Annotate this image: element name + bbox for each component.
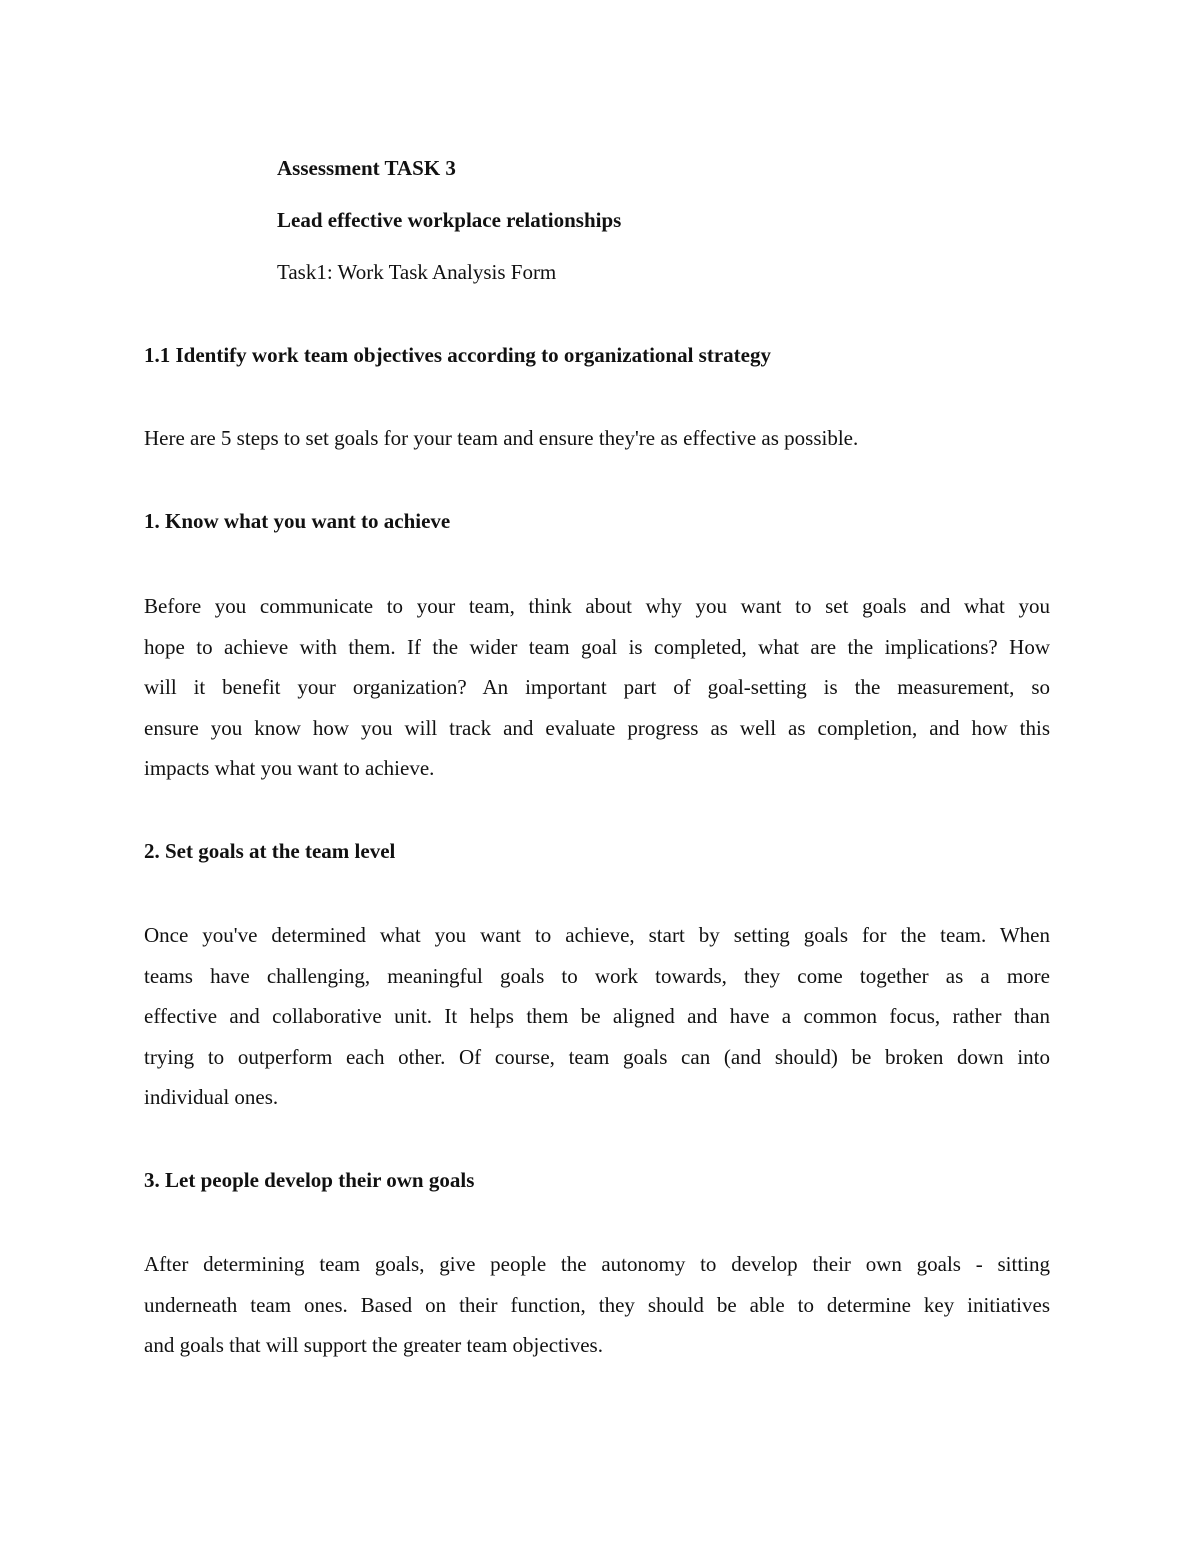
step-paragraph: [144, 915, 1050, 1118]
intro-paragraph: Here are 5 steps to set goals for your team and ensure they're as effective as possible.: [144, 426, 859, 450]
paragraph-line: Once you've determined what you want to achieve, start by setting goals for the team. When: [144, 923, 1050, 947]
step-paragraph: [144, 586, 1050, 789]
paragraph-line: teams have challenging, meaningful goals to work towards, they come together as a more: [144, 963, 1050, 988]
paragraph-line: underneath team ones. Based on their function, they should be able to determine key initiatives: [144, 1292, 1050, 1317]
step-heading: 1. Know what you want to achieve: [144, 509, 451, 533]
paragraph-line: individual ones.: [144, 1085, 279, 1109]
document-title: Assessment TASK 3: [277, 156, 456, 180]
paragraph-line: will it benefit your organization? An important part of goal-setting is the measurement, so: [144, 675, 1050, 699]
paragraph-line: and goals that will support the greater team objectives.: [144, 1333, 603, 1357]
document-subtitle: Lead effective workplace relationships: [277, 208, 622, 232]
paragraph-line: effective and collaborative unit. It helps them be aligned and have a common focus, rather than: [144, 1004, 1050, 1028]
step-heading: 3. Let people develop their own goals: [144, 1168, 475, 1192]
paragraph-line: After determining team goals, give people the autonomy to develop their own goals - sitting: [144, 1252, 1050, 1276]
paragraph-line: hope to achieve with them. If the wider team goal is completed, what are the implications? How: [144, 634, 1050, 659]
task-label: Task1: Work Task Analysis Form: [277, 260, 557, 284]
paragraph-line: Before you communicate to your team, think about why you want to set goals and what you: [144, 594, 1050, 618]
step-heading: 2. Set goals at the team level: [144, 839, 396, 863]
paragraph-line: ensure you know how you will track and evaluate progress as well as completion, and how this: [144, 715, 1050, 740]
paragraph-line: trying to outperform each other. Of course, team goals can (and should) be broken down into: [144, 1044, 1050, 1069]
paragraph-line: impacts what you want to achieve.: [144, 756, 435, 780]
step-paragraph: [144, 1244, 1050, 1366]
section-heading: 1.1 Identify work team objectives according to organizational strategy: [144, 343, 771, 367]
